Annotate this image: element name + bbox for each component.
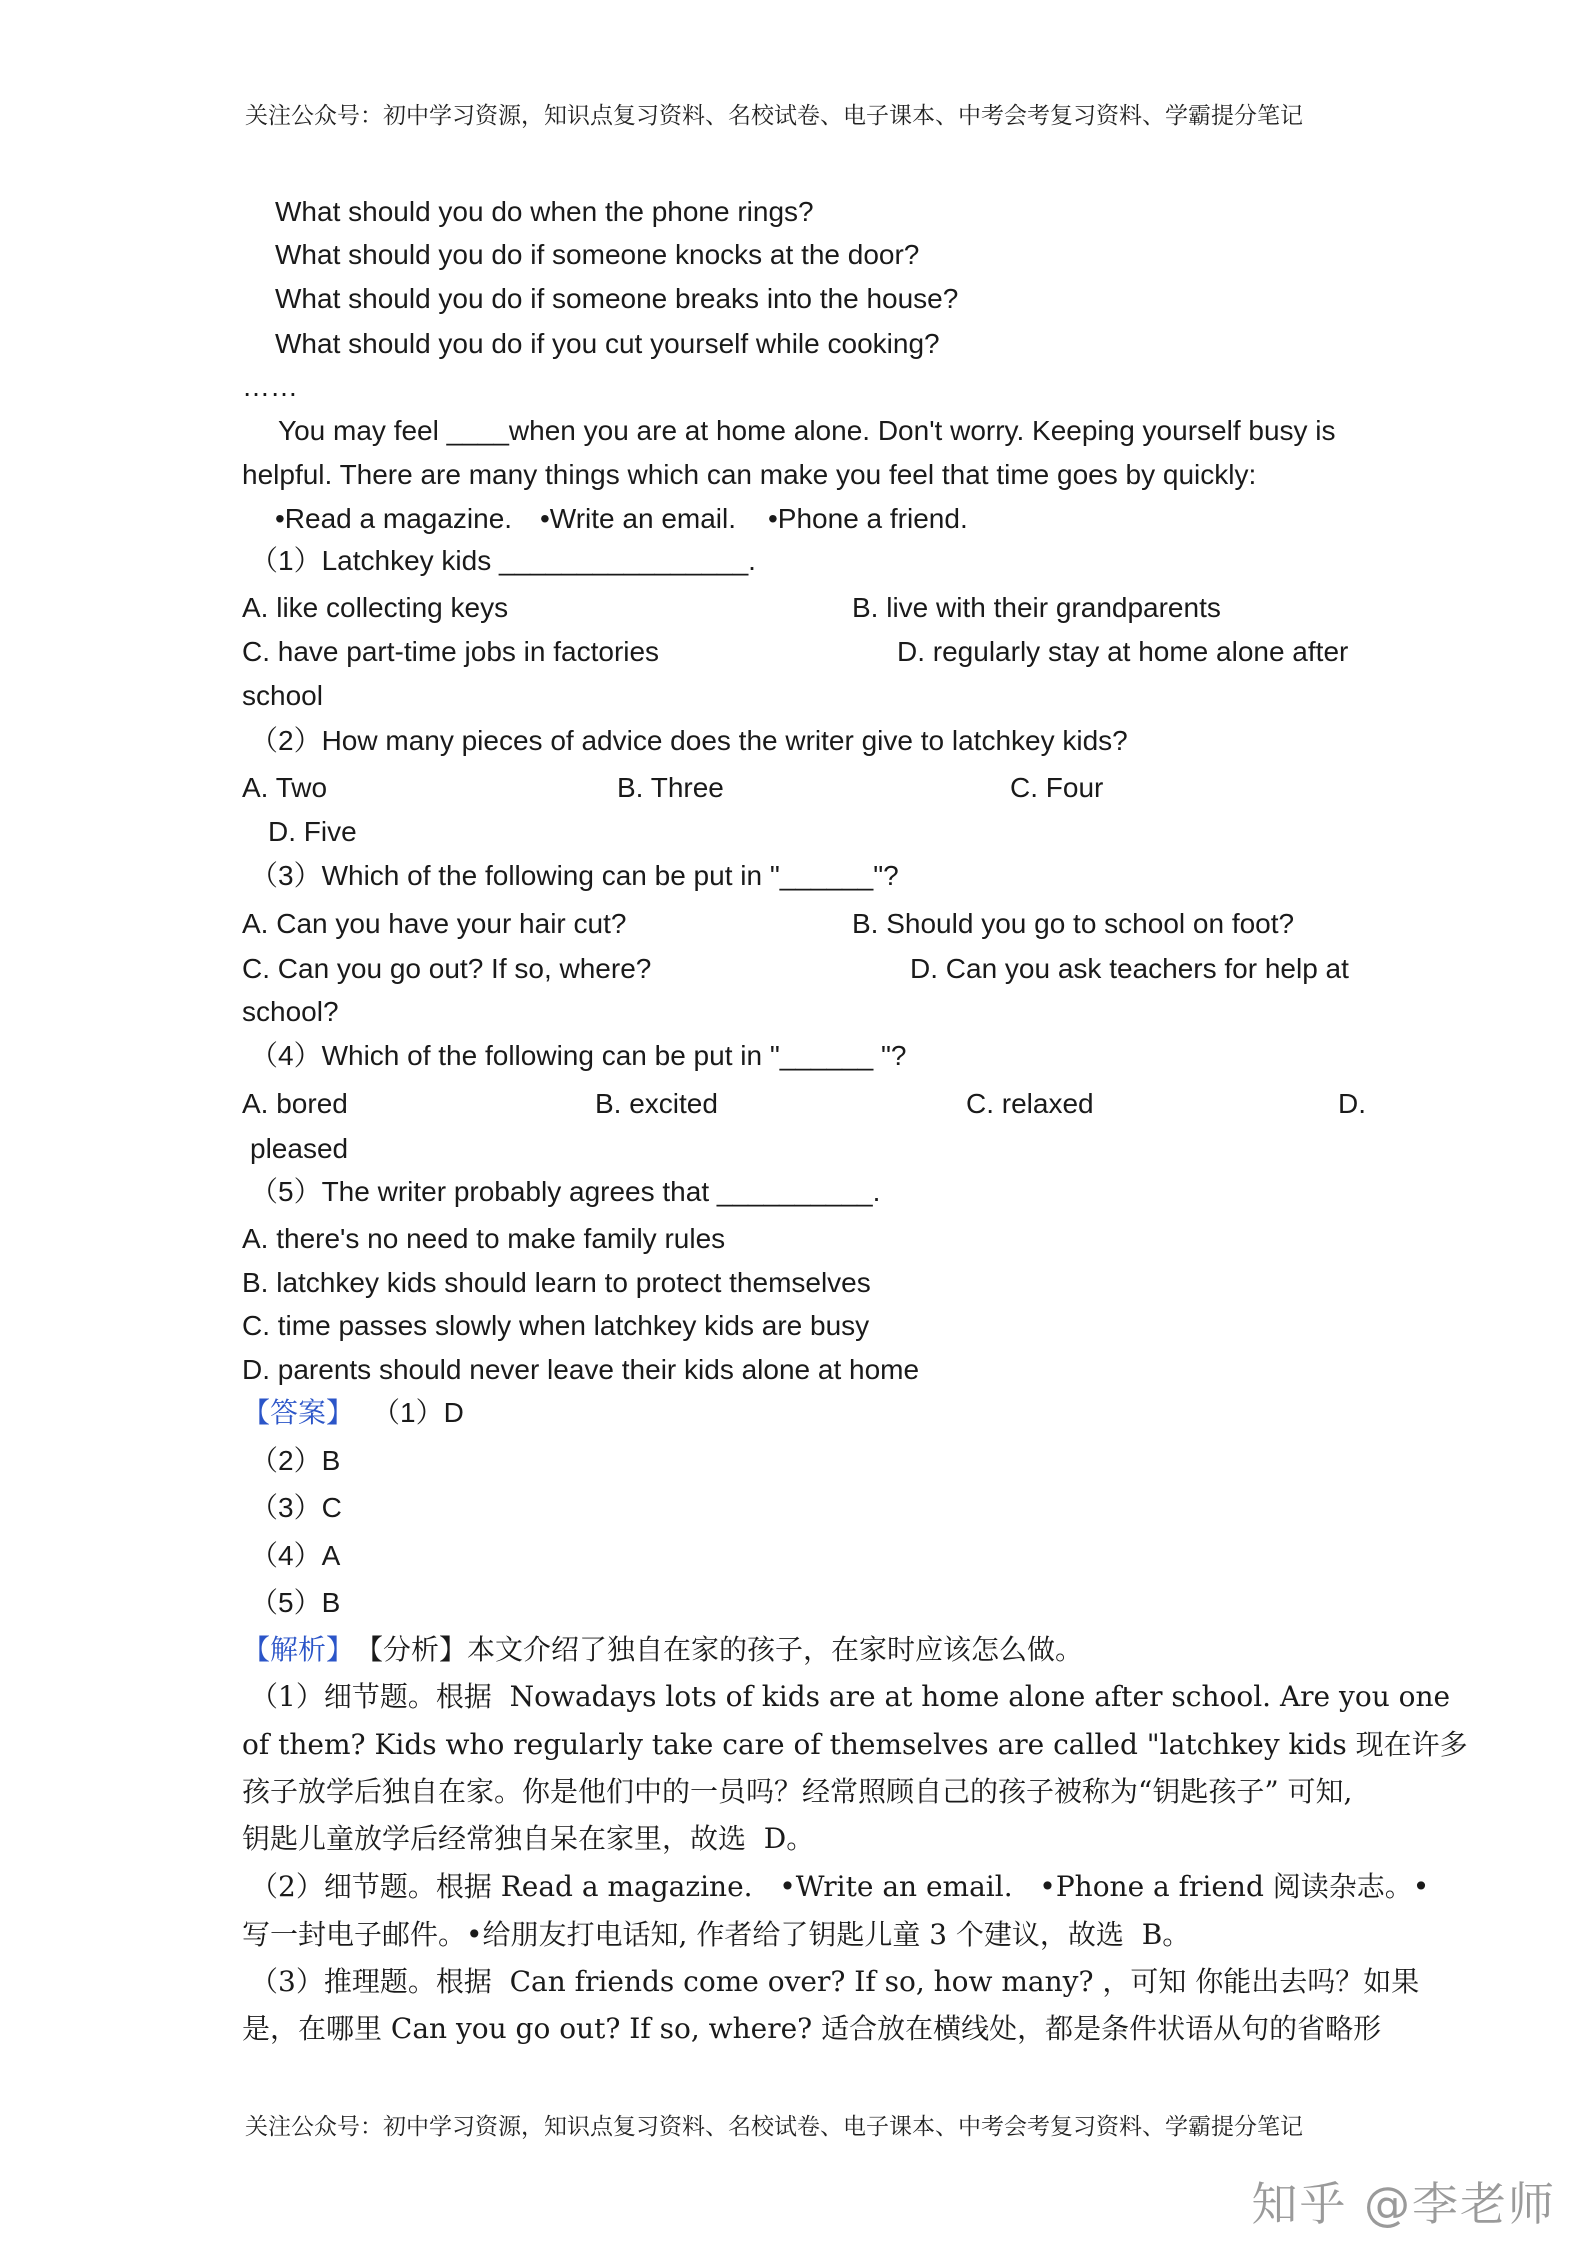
passage-para-2: helpful. There are many things which can make you feel that time goes by quickly: [242, 459, 1257, 490]
passage-para-1: You may feel ____when you are at home alone. Don't worry. Keeping yourself busy is [278, 415, 1336, 446]
question-2-option-c: C. Four [1010, 772, 1104, 803]
question-1-option-c: C. have part-time jobs in factories [242, 636, 660, 667]
analysis-line-1: （1）细节题。根据 Nowadays lots of kids are at home alone after school. Are you one [250, 1680, 1451, 1713]
passage-ellipsis: …… [242, 371, 298, 402]
question-3-option-d: D. Can you ask teachers for help at [910, 953, 1349, 984]
passage-question-1: What should you do when the phone rings? [275, 196, 814, 227]
question-3-stem: （3）Which of the following can be put in "______"? [250, 860, 899, 891]
question-1-option-b: B. live with their grandparents [852, 592, 1221, 623]
question-1-stem: （1）Latchkey kids ________________. [250, 545, 756, 576]
question-3-option-c: C. Can you go out? If so, where? [242, 953, 652, 984]
question-2-option-d: D. Five [268, 816, 357, 847]
analysis-label: 【解析】 [242, 1633, 355, 1666]
passage-tip-2: •Write an email. [540, 503, 737, 534]
page-footer: 关注公众号：初中学习资源，知识点复习资料、名校试卷、电子课本、中考会考复习资料、学霸提分笔记 [245, 2114, 1303, 2140]
passage-question-3: What should you do if someone breaks into the house? [275, 283, 959, 314]
question-4-stem: （4）Which of the following can be put in "______ "? [250, 1040, 907, 1071]
analysis-line-5: （2）细节题。根据 Read a magazine. •Write an email. •Phone a friend 阅读杂志。• [250, 1870, 1430, 1903]
analysis-line-3: 孩子放学后独自在家。你是他们中的一员吗？经常照顾自己的孩子被称为“钥匙孩子” 可知, [242, 1775, 1353, 1808]
question-5-option-d: D. parents should never leave their kids alone at home [242, 1354, 920, 1385]
passage-question-4: What should you do if you cut yourself while cooking? [275, 328, 940, 359]
question-2-option-a: A. Two [242, 772, 328, 803]
watermark: 知乎 @李老师 [1251, 2177, 1556, 2231]
question-5-stem: （5）The writer probably agrees that __________. [250, 1176, 881, 1207]
answer-1: （1）D [372, 1397, 464, 1428]
question-1-option-d-cont: school [242, 680, 323, 711]
question-5-option-a: A. there's no need to make family rules [242, 1223, 726, 1254]
question-3-option-d-cont: school? [242, 996, 339, 1027]
answer-2: （2）B [250, 1445, 341, 1476]
question-2-option-b: B. Three [617, 772, 724, 803]
page-header: 关注公众号：初中学习资源，知识点复习资料、名校试卷、电子课本、中考会考复习资料、学霸提分笔记 [245, 103, 1303, 129]
question-4-option-b: B. excited [595, 1088, 718, 1119]
analysis-line-4: 钥匙儿童放学后经常独自呆在家里，故选 D。 [242, 1822, 815, 1855]
question-5-option-c: C. time passes slowly when latchkey kids are busy [242, 1310, 870, 1341]
analysis-line-8: 是，在哪里 Can you go out? If so, where? 适合放在横线处，都是条件状语从句的省略形 [242, 2012, 1382, 2045]
question-3-option-b: B. Should you go to school on foot? [852, 908, 1295, 939]
question-4-option-a: A. bored [242, 1088, 348, 1119]
question-4-option-d: D. [1338, 1088, 1366, 1119]
question-3-option-a: A. Can you have your hair cut? [242, 908, 627, 939]
analysis-line-6: 写一封电子邮件。•给朋友打电话知, 作者给了钥匙儿童 3 个建议，故选 B。 [242, 1918, 1191, 1951]
passage-tip-3: •Phone a friend. [768, 503, 968, 534]
analysis-line-2: of them? Kids who regularly take care of themselves are called "latchkey kids 现在许多 [242, 1728, 1468, 1761]
answer-3: （3）C [250, 1492, 342, 1523]
answer-5: （5）B [250, 1587, 341, 1618]
answer-4: （4）A [250, 1540, 341, 1571]
question-4-option-d-cont: pleased [250, 1133, 349, 1164]
question-4-option-c: C. relaxed [966, 1088, 1094, 1119]
analysis-intro: 【分析】本文介绍了独自在家的孩子，在家时应该怎么做。 [355, 1633, 1084, 1666]
question-1-option-d: D. regularly stay at home alone after [897, 636, 1349, 667]
answer-label: 【答案】 [242, 1396, 355, 1429]
passage-question-2: What should you do if someone knocks at the door? [275, 239, 920, 270]
question-1-option-a: A. like collecting keys [242, 592, 509, 623]
question-5-option-b: B. latchkey kids should learn to protect themselves [242, 1267, 871, 1298]
passage-tip-1: •Read a magazine. [275, 503, 513, 534]
question-2-stem: （2）How many pieces of advice does the writer give to latchkey kids? [250, 725, 1128, 756]
analysis-line-7: （3）推理题。根据 Can friends come over? If so, how many? ，可知 你能出去吗？如果 [250, 1965, 1420, 1998]
